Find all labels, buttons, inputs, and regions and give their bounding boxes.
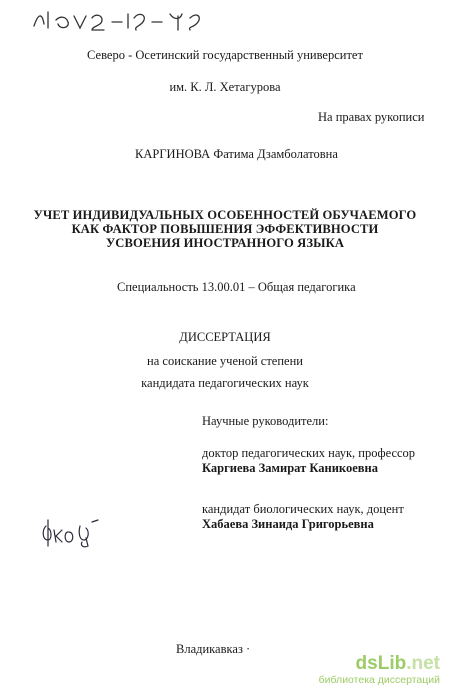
supervisor-2-name: Хабаева Зинаида Григорьевна: [202, 517, 374, 531]
handwritten-archive-mark: [30, 6, 220, 34]
supervisor-2-title: кандидат биологических наук, доцент: [202, 502, 404, 516]
manuscript-rights: На правах рукописи: [318, 110, 425, 124]
supervisor-1-title: доктор педагогических наук, профессор: [202, 446, 416, 460]
university-name: Северо - Осетинский государственный университет: [87, 48, 363, 62]
specialty-line: Специальность 13.00.01 – Общая педагогика: [117, 280, 356, 294]
thesis-title-line-2: КАК ФАКТОР ПОВЫШЕНИЯ ЭФФЕКТИВНОСТИ: [71, 222, 379, 236]
supervisor-1-name: Каргиева Замират Каникоевна: [202, 461, 378, 475]
handwritten-fund-mark: [40, 516, 102, 550]
watermark-logo: dsLib.net: [355, 653, 440, 674]
degree-name: кандидата педагогических наук: [141, 376, 309, 390]
city-year: Владикавказ ·: [176, 642, 251, 656]
thesis-title-line-3: УСВОЕНИЯ ИНОСТРАННОГО ЯЗЫКА: [105, 236, 345, 250]
document-type: ДИССЕРТАЦИЯ: [179, 330, 271, 344]
supervisors-heading: Научные руководители:: [202, 414, 329, 428]
watermark: [319, 654, 440, 687]
university-named-after: им. К. Л. Хетагурова: [169, 80, 281, 94]
degree-purpose: на соискание ученой степени: [147, 354, 303, 368]
watermark-caption: библиотека диссертаций: [318, 674, 440, 686]
author-name: КАРГИНОВА Фатима Дзамболатовна: [135, 147, 338, 161]
thesis-title-line-1: УЧЕТ ИНДИВИДУАЛЬНЫХ ОСОБЕННОСТЕЙ ОБУЧАЕМОГО: [33, 208, 417, 222]
